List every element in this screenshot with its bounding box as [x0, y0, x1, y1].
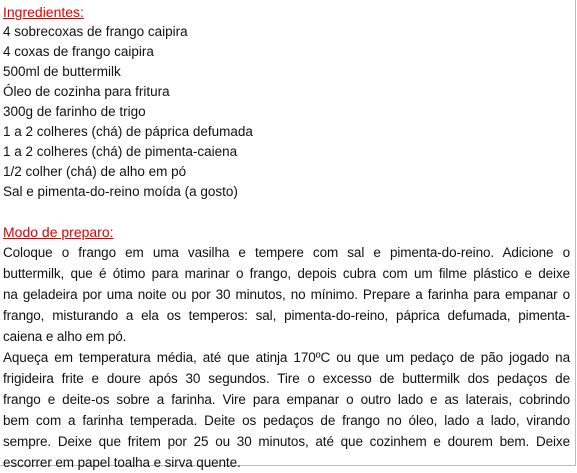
- ingredient-item: 500ml de buttermilk: [3, 64, 121, 79]
- ingredient-item: 1 a 2 colheres (chá) de pimenta-caiena: [3, 144, 238, 159]
- ingredient-item: 1 a 2 colheres (chá) de páprica defumada: [3, 124, 253, 139]
- paragraph-line: buttermilk, que é ótimo para marinar o frango, depois cubra com um filme plástico e deixe: [3, 266, 570, 281]
- recipe-document: [3, 2, 570, 473]
- ingredient-item: Sal e pimenta-do-reino moída (a gosto): [3, 184, 238, 199]
- ingredients-heading: Ingredientes:: [3, 4, 84, 20]
- paragraph-line: sempre. Deixe que fritem por 25 ou 30 minutos, até que cozinhem e dourem bem. Deixe: [3, 434, 570, 449]
- preparation-paragraph-2: [3, 347, 570, 473]
- paragraph-line: escorrer em papel toalha e sirva quente.: [3, 455, 241, 470]
- ingredient-item: 1/2 colher (chá) de alho em pó: [3, 164, 187, 179]
- paragraph-line: Coloque o frango em uma vasilha e tempere com sal e pimenta-do-reino. Adicione o: [3, 245, 570, 260]
- ingredients-list: [3, 22, 570, 202]
- paragraph-line: frigideira frite e doure após 30 segundos. Tire o excesso de buttermilk dos pedaços de: [3, 371, 570, 386]
- ingredient-item: 4 sobrecoxas de frango caipira: [3, 24, 188, 39]
- ingredient-item: Óleo de cozinha para fritura: [3, 84, 170, 99]
- paragraph-line: bem com a farinha temperada. Deite os pedaços de frango no óleo, lado a lado, virando: [3, 413, 570, 428]
- preparation-heading: Modo de preparo:: [3, 224, 114, 240]
- paragraph-line: frango e deite-os sobre a farinha. Vire para empanar o outro lado e as laterais, cobrindo: [3, 392, 570, 407]
- section-spacer: [3, 202, 570, 222]
- paragraph-line: caiena e alho em pó.: [3, 329, 127, 344]
- preparation-paragraph-1: [3, 242, 570, 347]
- paragraph-line: na geladeira por uma noite ou por 30 minutos, no mínimo. Prepare a farinha para empanar o: [3, 287, 570, 302]
- ingredient-item: 300g de farinho de trigo: [3, 104, 146, 119]
- paragraph-line: Aqueça em temperatura média, até que atinja 170ºC ou que um pedaço de pão jogado na: [3, 350, 570, 365]
- paragraph-line: frango, misturando a ela os temperos: sal, pimenta-do-reino, páprica defumada, pimenta-: [3, 308, 570, 323]
- ingredient-item: 4 coxas de frango caipira: [3, 44, 154, 59]
